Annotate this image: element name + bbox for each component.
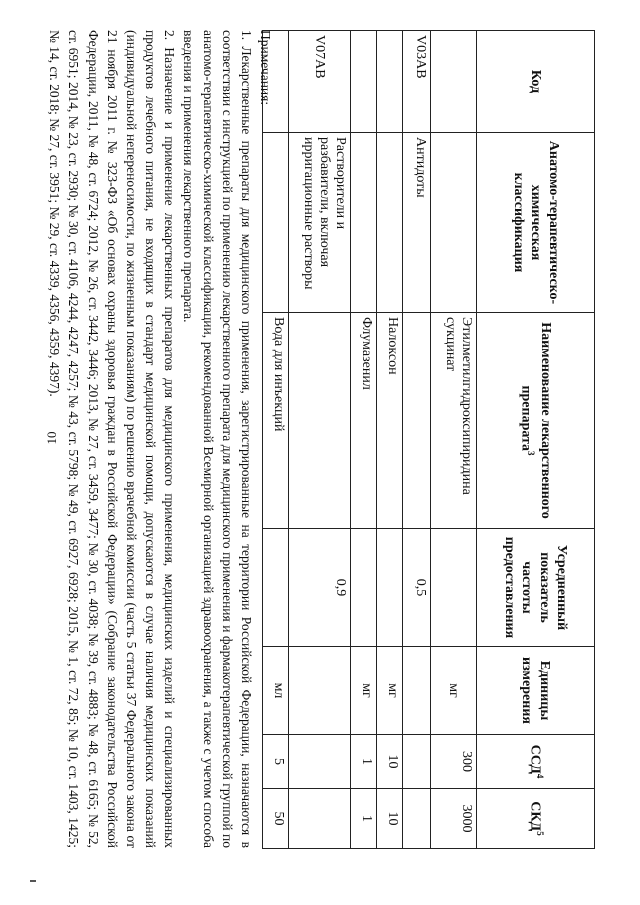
cell-code: [431, 31, 477, 133]
cell-drug: Этилметилгидроксипиридина сукцинат: [431, 313, 477, 529]
cell-frequency: [351, 529, 377, 647]
notes-section: [45, 30, 275, 848]
cell-atc: [351, 133, 377, 313]
note-item-2: 2. Назначение и применение лекарственных препаратов для медицинского применения, медицинских изделий и специализированных продуктов лечебного питания, не входящих в стандарт медицинской помощи, допускаются в случае наличия медицинских показаний (индивидуальной непереносимости, по жизненным показаниям) по решению врачебной комиссии (часть 5 статьи 37 Федерального закона от 21 ноября 2011 г. № 323-ФЗ «Об основах охраны здоровья граждан в Российской Федерации» (Собрание законодательства Российской Федерации, 2011, № 48, ст. 6724; 2012, № 26, ст. 3442, 3446; 2013, № 27, ст. 3459, 3477; № 30, ст. 4038; № 39, ст. 4883; № 48, ст. 6165; № 52, ст. 6951; 2014, № 23, ст. 2930; № 30, ст. 4106, 4244, 4247, 4257; № 43, ст. 5798; № 49, ст. 6927, 6928; 2015, № 1, ст. 72, 85; № 10, ст. 1403, 1425; № 14, ст. 2018; № 27, ст. 3951; № 29, ст. 4339, 4356, 4359, 4397).: [47, 30, 178, 848]
table-header-row: [477, 31, 595, 849]
cell-unit: мг: [351, 647, 377, 735]
scan-speck: [30, 880, 36, 882]
table-row: [403, 31, 431, 849]
cell-code: [351, 31, 377, 133]
drug-standard-table: [262, 30, 595, 849]
footnote-5: 5: [535, 831, 546, 836]
cell-frequency: [377, 529, 403, 647]
cell-skd: 1: [351, 789, 377, 849]
cell-code: [377, 31, 403, 133]
cell-atc: [431, 133, 477, 313]
cell-skd: [289, 789, 351, 849]
header-frequency: Усредненный показатель частоты предоставления: [477, 529, 595, 647]
header-ssd: ССД$^4$: [477, 735, 595, 789]
note-item-1: 1. Лекарственные препараты для медицинского применения, зарегистрированные на территории Российской Федерации, назначаются в соответствии с инструкцией по применению лекарственного препарата для медицинского применения и фармакотерапевтической группой по анатомо-терапевтическо-химической классификации, рекомендованной Всемирной организацией здравоохранения, а также с учетом способа введения и применения лекарственного препарата.: [181, 30, 254, 848]
cell-ssd: 5: [263, 735, 289, 789]
cell-ssd: 1: [351, 735, 377, 789]
cell-skd: [403, 789, 431, 849]
page-number: 10: [44, 431, 59, 445]
rotated-page-content: [35, 30, 595, 870]
cell-frequency: 0,5: [403, 529, 431, 647]
cell-ssd: [403, 735, 431, 789]
cell-frequency: 0,9: [289, 529, 351, 647]
cell-ssd: [289, 735, 351, 789]
header-drug: Наименование лекарственного препарата$^3$: [477, 313, 595, 529]
cell-unit: мл: [263, 647, 289, 735]
cell-ssd: 300: [431, 735, 477, 789]
cell-unit: [403, 647, 431, 735]
table-row: [377, 31, 403, 849]
cell-frequency: [431, 529, 477, 647]
table-row: [351, 31, 377, 849]
cell-skd: 50: [263, 789, 289, 849]
header-unit: Единицы измерения: [477, 647, 595, 735]
cell-code: V03AB: [403, 31, 431, 133]
cell-skd: 3000: [431, 789, 477, 849]
cell-atc: [377, 133, 403, 313]
header-code: Код: [477, 31, 595, 133]
notes-heading: Примечания:: [258, 30, 273, 106]
header-atc: Анатомо-терапевтическо-химическая классификация: [477, 133, 595, 313]
cell-unit: мг: [377, 647, 403, 735]
cell-unit: [289, 647, 351, 735]
cell-drug: Налоксон: [377, 313, 403, 529]
cell-atc: Антидоты: [403, 133, 431, 313]
cell-drug: Вода для инъекций: [263, 313, 289, 529]
cell-skd: 10: [377, 789, 403, 849]
cell-code: V07AB: [289, 31, 351, 133]
table-row: [289, 31, 351, 849]
header-skd: СКД$^5$: [477, 789, 595, 849]
cell-unit: мг: [431, 647, 477, 735]
cell-drug: Флумазенил: [351, 313, 377, 529]
cell-atc: Растворители и разбавители, включая ирригационные растворы: [289, 133, 351, 313]
cell-drug: [289, 313, 351, 529]
cell-drug: [403, 313, 431, 529]
cell-ssd: 10: [377, 735, 403, 789]
footnote-3: 3: [526, 451, 537, 456]
table-row: [431, 31, 477, 849]
footnote-4: 4: [535, 773, 546, 779]
